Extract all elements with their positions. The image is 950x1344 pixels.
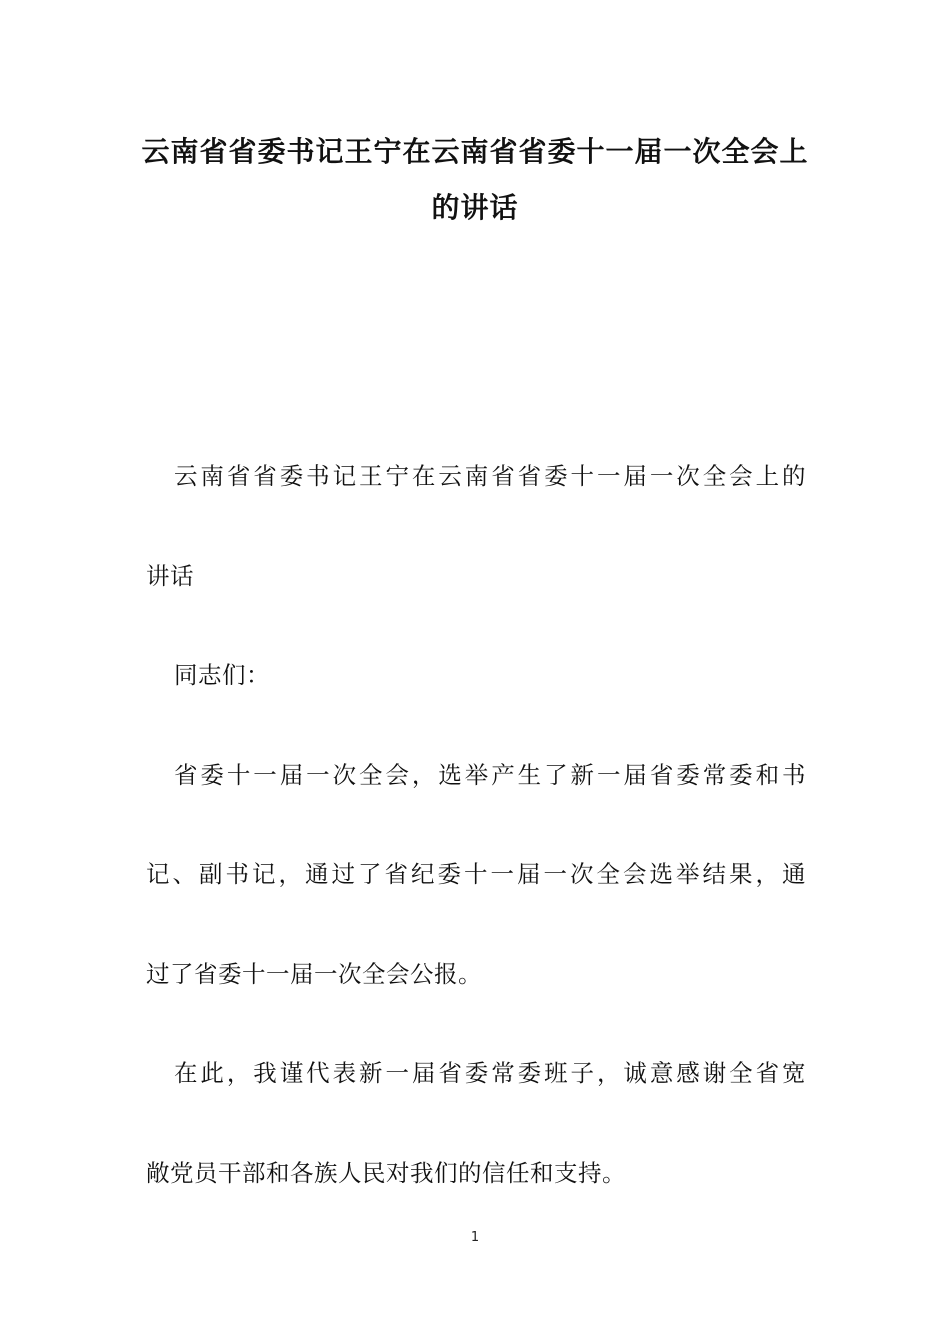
body-line: 在此，我谨代表新一届省委常委班子，诚意感谢全省宽 — [174, 1059, 806, 1087]
body-line: 云南省省委书记王宁在云南省省委十一届一次全会上的 — [174, 462, 806, 490]
body-line: 过了省委十一届一次全会公报。 — [146, 960, 482, 988]
body-line: 敞党员干部和各族人民对我们的信任和支持。 — [146, 1159, 626, 1187]
body-line: 讲话 — [146, 562, 194, 590]
body-line: 省委十一届一次全会，选举产生了新一届省委常委和书 — [174, 761, 806, 789]
body-line: 记、副书记，通过了省纪委十一届一次全会选举结果，通 — [146, 860, 806, 888]
document-title-line-2: 的讲话 — [431, 191, 519, 224]
document-title-line-1: 云南省省委书记王宁在云南省省委十一届一次全会上 — [141, 135, 809, 168]
salutation: 同志们： — [174, 661, 270, 689]
page-number: 1 — [470, 1230, 480, 1245]
